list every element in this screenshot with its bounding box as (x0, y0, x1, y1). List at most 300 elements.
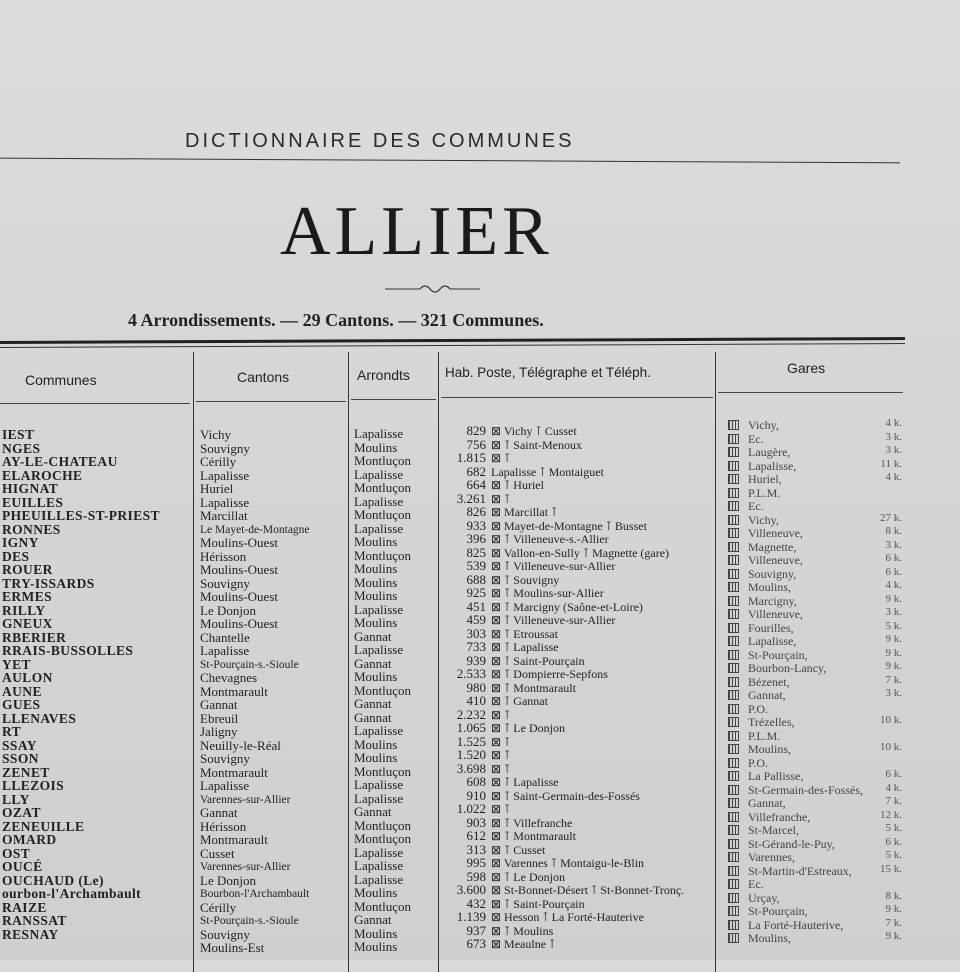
canton-name: Vichy (200, 427, 231, 442)
gare-name: Lapalisse, (748, 634, 797, 648)
header-hab: Hab. Poste, Télégraphe et Téléph. (445, 365, 651, 380)
header-cantons: Cantons (237, 369, 290, 385)
commune-name: ourbon-l'Archambault (2, 886, 142, 901)
canton-name: Moulins-Ouest (200, 562, 278, 577)
station-icon (728, 623, 739, 633)
commune-name: RT (2, 724, 22, 739)
gare-name: La Forté-Hauterive, (748, 917, 844, 932)
arrondissement-name: Lapalisse (354, 520, 404, 536)
gare-name: La Pallisse, (748, 769, 804, 783)
population: 3.698 (456, 760, 486, 776)
station-icon (728, 839, 739, 849)
poste-telegraph: ⊠ ⊺ Etroussat (491, 626, 558, 641)
distance: 10 k. (880, 741, 902, 753)
station-icon (728, 798, 739, 808)
canton-name: Souvigny (200, 575, 250, 591)
gare-name: Magnette, (748, 539, 797, 554)
population: 682 (466, 463, 486, 479)
arrondissement-name: Montluçon (354, 547, 412, 563)
arrondissement-name: Moulins (354, 750, 398, 765)
gare-name: Gannat, (748, 796, 786, 810)
canton-name: Bourbon-l'Archambault (200, 888, 310, 900)
arrondissement-name: Lapalisse (354, 601, 404, 617)
gare-name: Fourilles, (748, 620, 794, 635)
header-rule (718, 392, 903, 393)
commune-name: LLY (2, 791, 30, 807)
canton-name: Chantelle (200, 629, 250, 645)
arrondissement-name: Moulins (354, 615, 398, 630)
distance: 27 k. (880, 511, 902, 524)
gare-name: Moulins, (748, 580, 792, 594)
arrondissement-name: Montluçon (354, 831, 412, 846)
poste-telegraph: ⊠ Meaulne ⊺ (491, 937, 556, 951)
arrondissement-name: Montluçon (354, 453, 412, 468)
population: 826 (466, 504, 486, 519)
canton-name: Cérilly (200, 454, 237, 469)
gare-name: Lapalisse, (748, 458, 797, 473)
arrondissement-name: Lapalisse (354, 493, 404, 509)
distance: 6 k. (885, 565, 902, 578)
distance: 12 k. (880, 808, 902, 821)
distance: 7 k. (885, 916, 902, 929)
population: 925 (466, 585, 486, 600)
station-icon (728, 866, 739, 876)
poste-telegraph: ⊠ ⊺ Villefranche (491, 815, 573, 830)
gare-name: Vichy, (748, 418, 779, 432)
commune-name: GUES (2, 697, 41, 712)
canton-name: Le Mayet-de-Montagne (200, 523, 310, 536)
poste-telegraph: ⊠ ⊺ Huriel (491, 478, 544, 492)
commune-name: AULON (2, 670, 53, 685)
arrondissement-name: Moulins (354, 736, 398, 752)
arrondissement-name: Moulins (354, 588, 398, 603)
commune-name: LLENAVES (2, 710, 77, 726)
gare-name: Villeneuve, (748, 553, 803, 567)
canton-name: Souvigny (200, 751, 250, 766)
arrondissement-name: Montluçon (354, 480, 412, 495)
distance: 9 k. (885, 633, 902, 645)
header-rule (441, 397, 713, 398)
station-icon (728, 542, 739, 552)
station-icon (728, 488, 739, 498)
poste-telegraph: ⊠ ⊺ Villeneuve-sur-Allier (491, 613, 616, 627)
station-icon (728, 771, 739, 781)
arrondissement-name: Gannat (354, 628, 392, 644)
population: 1.022 (456, 801, 486, 816)
commune-name: IGNY (2, 535, 39, 550)
station-icon (728, 663, 739, 673)
commune-name: RILLY (2, 602, 46, 618)
population: 303 (466, 625, 486, 641)
canton-name: Jaligny (200, 724, 238, 739)
station-icon (728, 461, 739, 471)
distance: 3 k. (885, 606, 902, 618)
gare-name: St-Martin-d'Estreaux, (748, 863, 852, 878)
canton-name: Montmarault (200, 683, 268, 699)
poste-telegraph: ⊠ Vichy ⊺ Cusset (491, 424, 577, 438)
poste-telegraph: ⊠ ⊺ Le Donjon (491, 721, 565, 735)
running-head: DICTIONNAIRE DES COMMUNES (185, 130, 575, 152)
distance: 9 k. (885, 592, 902, 605)
poste-telegraph: ⊠ ⊺ Marcigny (Saône-et-Loire) (491, 599, 643, 614)
population: 608 (466, 774, 486, 789)
distance: 5 k. (885, 822, 902, 834)
poste-telegraph: ⊠ ⊺ Lapalisse (491, 640, 559, 654)
commune-name: RRAIS-BUSSOLLES (2, 643, 134, 658)
gare-name: Ec. (748, 877, 764, 891)
gare-name: Gannat, (748, 688, 786, 702)
population: 756 (466, 436, 486, 452)
gare-name: Trézelles, (748, 715, 795, 729)
poste-telegraph: ⊠ Hesson ⊺ La Forté-Hauterive (491, 910, 644, 924)
poste-telegraph: ⊠ ⊺ Saint-Pourçain (491, 653, 585, 668)
canton-name: Montmarault (200, 764, 268, 780)
arrondissement-name: Montluçon (354, 898, 412, 914)
canton-name: St-Pourçain-s.-Sioule (200, 915, 299, 927)
column-divider (715, 352, 716, 972)
canton-name: Souvigny (200, 440, 250, 456)
poste-telegraph: ⊠ Mayet-de-Montagne ⊺ Busset (491, 518, 647, 533)
gare-name: Villeneuve, (748, 607, 803, 621)
poste-telegraph: ⊠ ⊺ Saint-Germain-des-Fossés (491, 788, 640, 803)
station-icon (728, 893, 739, 903)
canton-name: Moulins-Ouest (200, 589, 278, 604)
arrondissement-name: Lapalisse (354, 426, 404, 441)
canton-name: Chevagnes (200, 670, 258, 685)
station-icon (728, 812, 739, 822)
gare-name: Laugère, (748, 445, 791, 459)
canton-name: Hérisson (200, 548, 247, 564)
poste-telegraph: ⊠ ⊺ (491, 802, 511, 816)
gare-name: Villeneuve, (748, 526, 803, 540)
distance: 3 k. (885, 538, 902, 551)
commune-name: ROUER (2, 562, 53, 577)
distance: 9 k. (885, 660, 902, 672)
station-icon (728, 569, 739, 579)
poste-telegraph: ⊠ Vallon-en-Sully ⊺ Magnette (gare) (491, 545, 670, 560)
station-icon (728, 474, 739, 484)
station-icon (728, 447, 739, 457)
column-divider (348, 352, 349, 972)
arrondissement-name: Lapalisse (354, 777, 404, 792)
population: 1.815 (456, 450, 486, 465)
gare-name: St-Marcel, (748, 823, 799, 837)
commune-name: SSAY (2, 737, 37, 753)
arrondissement-name: Lapalisse (354, 858, 404, 873)
commune-name: ZENET (2, 764, 50, 780)
gare-name: P.L.M. (748, 485, 781, 500)
distance: 6 k. (885, 552, 902, 564)
commune-name: RBERIER (2, 629, 67, 645)
station-icon (728, 420, 739, 430)
poste-telegraph: ⊠ ⊺ Moulins-sur-Allier (491, 586, 604, 600)
distance: 4 k. (885, 471, 902, 483)
poste-telegraph: ⊠ ⊺ Cusset (491, 842, 546, 857)
commune-name: HIGNAT (2, 481, 59, 496)
poste-telegraph: ⊠ Marcillat ⊺ (491, 505, 558, 519)
commune-name: IEST (2, 427, 35, 442)
poste-telegraph: ⊠ ⊺ Gannat (491, 694, 548, 708)
poste-telegraph: ⊠ ⊺ (491, 491, 511, 506)
commune-name: OUCÉ (2, 859, 43, 874)
gare-name: P.L.M. (748, 728, 781, 743)
station-icon (728, 690, 739, 700)
header-rule (196, 401, 346, 402)
poste-telegraph: ⊠ ⊺ (491, 761, 511, 776)
canton-name: St-Pourçain-s.-Sioule (200, 658, 299, 671)
population: 829 (466, 423, 486, 438)
arrondissement-name: Moulins (354, 561, 398, 576)
station-icon (728, 596, 739, 606)
commune-name: RAIZE (2, 899, 47, 915)
poste-telegraph: ⊠ ⊺ Montmarault (491, 680, 576, 695)
arrondissement-name: Moulins (354, 439, 398, 455)
distance: 15 k. (880, 862, 902, 875)
gare-name: St-Pourçain, (748, 904, 808, 918)
gare-name: P.O. (748, 701, 769, 716)
population: 1.139 (456, 909, 486, 924)
commune-name: OZAT (2, 805, 41, 820)
poste-telegraph: ⊠ ⊺ Montmarault (491, 829, 576, 843)
commune-name: LLEZOIS (2, 778, 65, 793)
poste-telegraph: ⊠ ⊺ Villeneuve-s.-Allier (491, 532, 609, 546)
station-icon (728, 758, 739, 768)
distance: 6 k. (885, 768, 902, 780)
station-icon (728, 906, 739, 916)
commune-name: RESNAY (2, 926, 59, 942)
canton-name: Lapalisse (200, 467, 250, 483)
arrondissement-name: Gannat (354, 696, 392, 711)
distance: 4 k. (885, 579, 902, 591)
gare-name: Vichy, (748, 512, 779, 527)
population: 2.533 (456, 666, 486, 681)
canton-name: Lapalisse (200, 778, 250, 793)
population: 995 (466, 855, 486, 870)
arrondissement-name: Moulins (354, 669, 398, 684)
header-arrond: Arrondts (357, 367, 410, 383)
population: 2.232 (456, 706, 486, 722)
commune-name: RANSSAT (2, 913, 67, 928)
gare-name: Bézenet, (748, 674, 790, 689)
station-icon (728, 650, 739, 660)
poste-telegraph: Lapalisse ⊺ Montaiguet (491, 464, 604, 479)
poste-telegraph: ⊠ ⊺ Souvigny (491, 572, 560, 587)
canton-name: Marcillat (200, 508, 248, 523)
poste-telegraph: ⊠ ⊺ Le Donjon (491, 869, 565, 884)
gare-name: Moulins, (748, 742, 792, 756)
population: 733 (466, 639, 486, 654)
commune-name: ELAROCHE (2, 467, 83, 483)
canton-name: Gannat (200, 805, 238, 820)
gare-name: St-Germain-des-Fossés, (748, 782, 863, 797)
canton-name: Lapalisse (200, 643, 250, 658)
poste-telegraph: ⊠ ⊺ (491, 451, 511, 465)
population: 1.525 (456, 733, 486, 749)
arrondissement-name: Montluçon (354, 682, 412, 698)
distance: 4 k. (885, 781, 902, 794)
canton-name: Varennes-sur-Allier (200, 861, 291, 873)
distance: 9 k. (885, 903, 902, 915)
canton-name: Huriel (200, 481, 234, 496)
population: 451 (466, 598, 486, 614)
population: 1.520 (456, 747, 486, 762)
station-icon (728, 434, 739, 444)
distance: 3 k. (885, 444, 902, 456)
population: 396 (466, 531, 486, 546)
station-icon (728, 501, 739, 511)
distance: 3 k. (885, 687, 902, 699)
arrondissement-name: Montluçon (354, 817, 412, 833)
poste-telegraph: ⊠ ⊺ (491, 707, 511, 722)
canton-name: Moulins-Ouest (200, 616, 278, 631)
distance: 3 k. (885, 430, 902, 443)
poste-telegraph: ⊠ ⊺ Dompierre-Sepfons (491, 667, 608, 681)
commune-name: DES (2, 548, 30, 564)
poste-telegraph: ⊠ ⊺ (491, 734, 511, 749)
station-icon (728, 879, 739, 889)
commune-name: YET (2, 656, 31, 672)
canton-name: Hérisson (200, 818, 247, 834)
distance: 6 k. (885, 835, 902, 848)
canton-name: Ebreuil (200, 710, 239, 726)
commune-name: RONNES (2, 521, 61, 537)
header-communes: Communes (25, 372, 97, 388)
poste-telegraph: ⊠ ⊺ Moulins (491, 923, 554, 938)
commune-name: NGES (2, 440, 41, 456)
gare-name: Bourbon-Lancy, (748, 661, 827, 675)
canton-name: Lapalisse (200, 494, 250, 510)
poste-telegraph: ⊠ Varennes ⊺ Montaigu-le-Blin (491, 856, 645, 870)
arrondissement-name: Moulins (354, 574, 398, 590)
table-top-rule-thin (0, 343, 905, 348)
station-icon (728, 933, 739, 943)
population: 903 (466, 814, 486, 830)
arrondissement-name: Montluçon (354, 507, 412, 522)
commune-name: PHEUILLES-ST-PRIEST (2, 508, 160, 523)
population: 980 (466, 679, 486, 695)
canton-name: Gannat (200, 697, 238, 712)
population: 937 (466, 922, 486, 938)
gare-name: Moulins, (748, 931, 792, 945)
commune-name: SSON (2, 751, 39, 766)
ornament-icon (385, 282, 480, 296)
population: 939 (466, 652, 486, 668)
arrondissement-name: Gannat (354, 655, 392, 671)
station-icon (728, 636, 739, 646)
arrondissement-name: Moulins (354, 534, 398, 549)
arrondissement-name: Lapalisse (354, 466, 404, 482)
distance: 5 k. (885, 849, 902, 861)
distance: 8 k. (885, 525, 902, 537)
arrondissement-name: Lapalisse (354, 642, 404, 657)
top-rule (0, 158, 900, 164)
population: 598 (466, 868, 486, 884)
distance: 11 k. (880, 457, 902, 470)
population: 313 (466, 841, 486, 857)
gare-name: Marcigny, (748, 593, 797, 608)
station-icon (728, 609, 739, 619)
poste-telegraph: ⊠ ⊺ Saint-Menoux (491, 437, 582, 452)
distance: 5 k. (885, 619, 902, 632)
distance: 9 k. (885, 930, 902, 942)
header-rule (351, 399, 436, 400)
station-icon (728, 825, 739, 835)
poste-telegraph: ⊠ ⊺ (491, 748, 511, 762)
station-icon (728, 731, 739, 741)
gare-name: Huriel, (748, 472, 782, 486)
population: 910 (466, 787, 486, 803)
population: 410 (466, 693, 486, 708)
gare-name: St-Pourçain, (748, 647, 808, 662)
poste-telegraph: ⊠ ⊺ Saint-Pourçain (491, 896, 585, 911)
commune-name: TRY-ISSARDS (2, 575, 95, 591)
canton-name: Cérilly (200, 899, 237, 915)
population: 1.065 (456, 720, 486, 735)
station-icon (728, 744, 739, 754)
population: 688 (466, 571, 486, 587)
canton-name: Moulins-Ouest (200, 535, 278, 550)
page-title: ALLIER (280, 193, 553, 270)
distance: 10 k. (880, 714, 902, 726)
arrondissement-name: Moulins (354, 885, 398, 900)
commune-name: OUCHAUD (Le) (2, 872, 104, 888)
commune-name: GNEUX (2, 616, 53, 631)
population: 3.600 (456, 882, 486, 897)
station-icon (728, 704, 739, 714)
commune-name: EUILLES (2, 494, 64, 510)
station-icon (728, 677, 739, 687)
distance: 9 k. (885, 646, 902, 659)
population: 539 (466, 558, 486, 573)
population: 459 (466, 612, 486, 627)
arrondissement-name: Montluçon (354, 763, 412, 779)
arrondissement-name: Lapalisse (354, 844, 404, 860)
column-divider (193, 352, 194, 972)
header-gares: Gares (787, 360, 826, 376)
station-icon (728, 852, 739, 862)
population: 612 (466, 828, 486, 843)
gare-name: St-Gérand-le-Puy, (748, 836, 835, 851)
commune-name: OMARD (2, 832, 57, 847)
population: 825 (466, 544, 486, 560)
arrondissement-name: Gannat (354, 709, 392, 725)
population: 3.261 (456, 490, 486, 506)
poste-telegraph: ⊠ St-Bonnet-Désert ⊺ St-Bonnet-Tronç. (491, 883, 685, 897)
population: 673 (466, 936, 486, 951)
gare-name: Ec. (748, 499, 764, 513)
poste-telegraph: ⊠ ⊺ Villeneuve-sur-Allier (491, 559, 616, 573)
distance: 7 k. (885, 795, 902, 807)
station-icon (728, 582, 739, 592)
canton-name: Le Donjon (200, 872, 256, 888)
arrondissement-name: Moulins (354, 939, 398, 954)
station-icon (728, 717, 739, 727)
arrondissement-name: Gannat (354, 804, 392, 819)
gare-name: Varennes, (748, 850, 795, 864)
station-icon (728, 528, 739, 538)
arrondissement-name: Gannat (354, 912, 392, 927)
station-icon (728, 785, 739, 795)
commune-name: AY-LE-CHATEAU (2, 454, 118, 469)
gare-name: Ec. (748, 431, 764, 446)
gare-name: Villefranche, (748, 809, 811, 824)
commune-name: AUNE (2, 683, 42, 699)
commune-name: ZENEUILLE (2, 818, 85, 834)
canton-name: Le Donjon (200, 602, 256, 618)
arrondissement-name: Lapalisse (354, 790, 404, 806)
canton-name: Montmarault (200, 832, 268, 847)
population: 432 (466, 895, 486, 911)
